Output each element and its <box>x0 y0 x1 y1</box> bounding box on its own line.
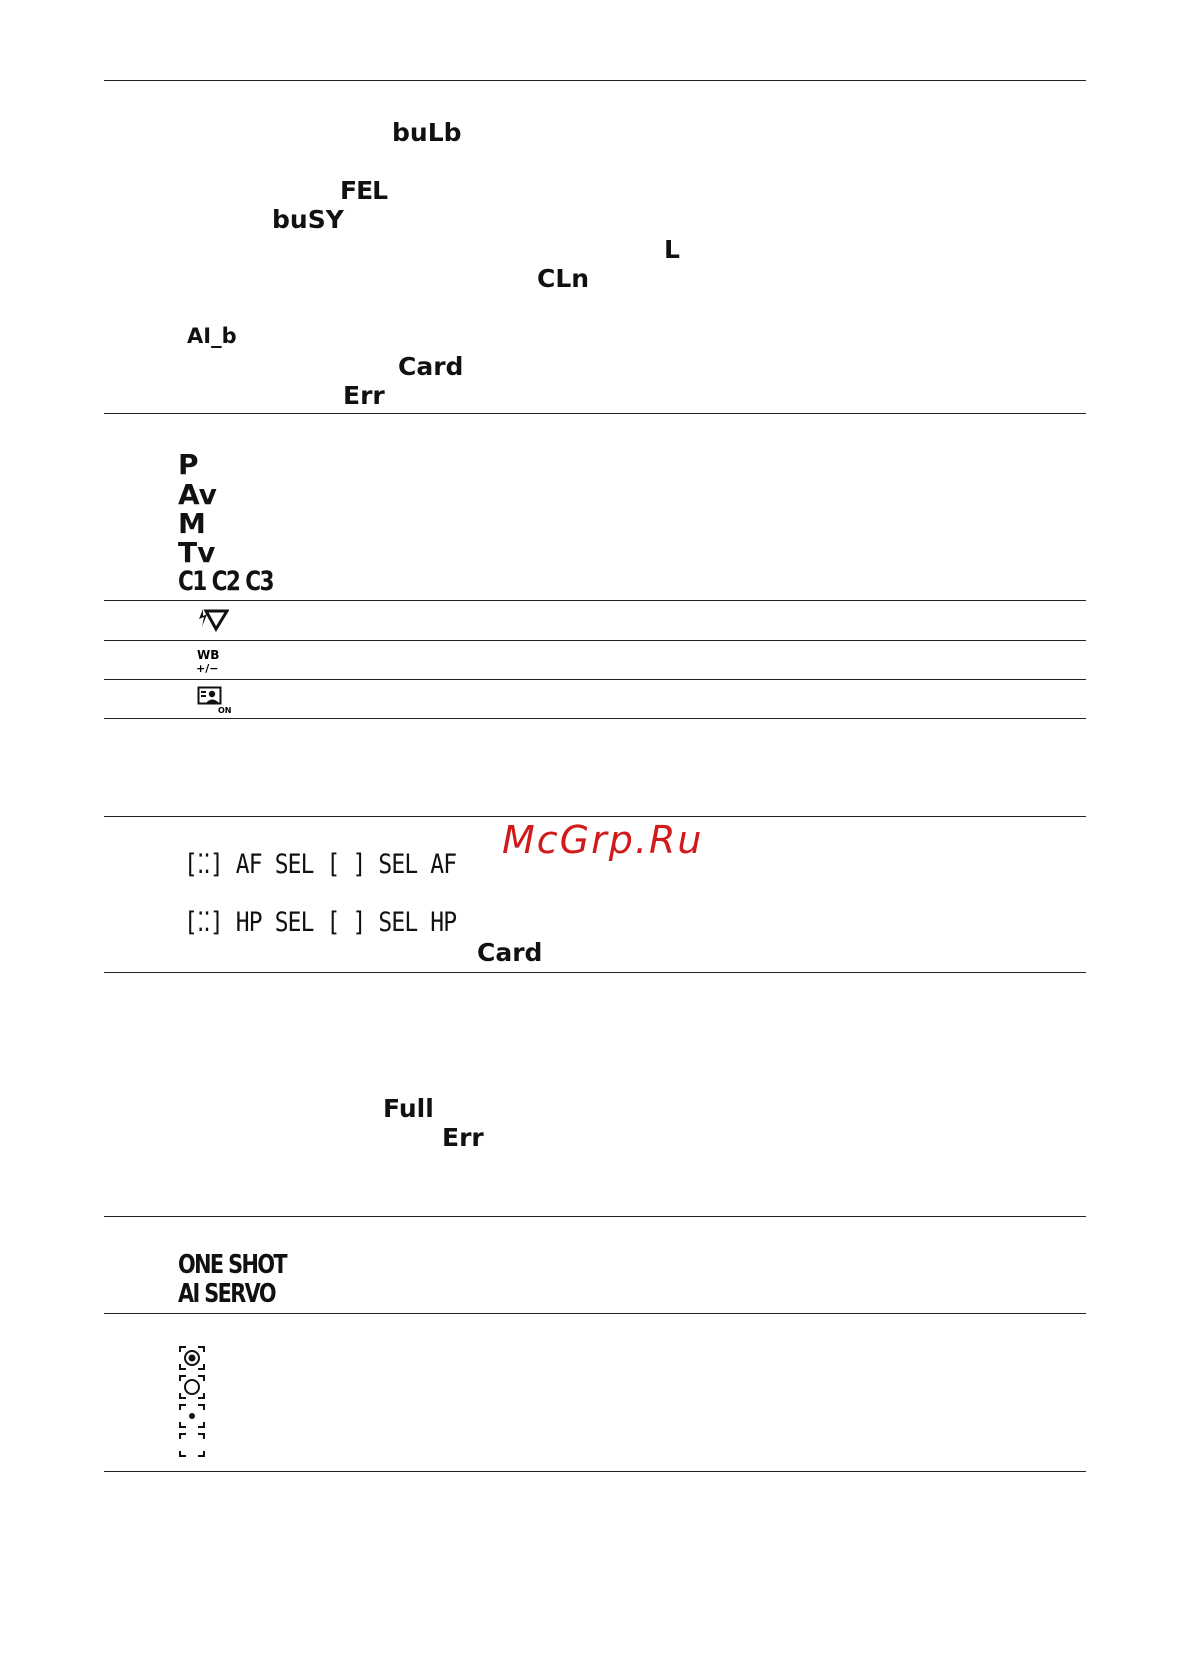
bulb-indicator: buLb <box>392 118 462 147</box>
spot-metering-icon <box>178 1403 206 1429</box>
cln-indicator: CLn <box>537 264 590 293</box>
divider <box>104 1313 1086 1314</box>
svg-text:WB: WB <box>197 648 220 662</box>
partial-metering-icon <box>178 1374 206 1400</box>
af-mode-ai-servo: AI SERVO <box>178 1279 275 1309</box>
divider <box>104 640 1086 641</box>
divider <box>104 718 1086 719</box>
evaluative-metering-icon <box>178 1345 206 1371</box>
watermark: McGrp.Ru <box>502 818 704 862</box>
af-select-line-1: [⁚⁚] AF SEL [ ] SEL AF <box>184 849 457 880</box>
mode-p: P <box>178 448 199 481</box>
divider <box>104 80 1086 81</box>
divider <box>104 816 1086 817</box>
svg-text:ON: ON <box>218 706 232 714</box>
fel-indicator: FEL <box>340 176 388 205</box>
highlight-tone-priority-icon <box>197 686 233 714</box>
af-select-line-2: [⁚⁚] HP SEL [ ] SEL HP <box>184 907 457 938</box>
divider <box>104 1471 1086 1472</box>
flash-exposure-icon <box>197 607 229 633</box>
af-mode-one-shot: ONE SHOT <box>178 1250 286 1280</box>
center-weighted-metering-icon <box>178 1432 206 1458</box>
full-indicator: Full <box>383 1094 434 1123</box>
mode-tv: Tv <box>178 536 216 569</box>
divider <box>104 600 1086 601</box>
err-indicator: Err <box>343 381 385 410</box>
divider <box>104 679 1086 680</box>
mode-m: M <box>178 507 206 540</box>
divider <box>104 413 1086 414</box>
divider <box>104 972 1086 973</box>
l-indicator: L <box>664 235 680 264</box>
wb-correction-icon <box>196 647 226 675</box>
mode-custom: C1 C2 C3 <box>178 566 273 597</box>
divider <box>104 1216 1086 1217</box>
err-indicator-2: Err <box>442 1123 484 1152</box>
ai-b-indicator: AI_b <box>187 324 237 348</box>
busy-indicator: buSY <box>272 205 344 234</box>
mode-av: Av <box>178 478 217 511</box>
svg-text:+/−: +/− <box>196 662 219 675</box>
card-indicator-2: Card <box>477 938 543 967</box>
card-indicator: Card <box>398 352 464 381</box>
